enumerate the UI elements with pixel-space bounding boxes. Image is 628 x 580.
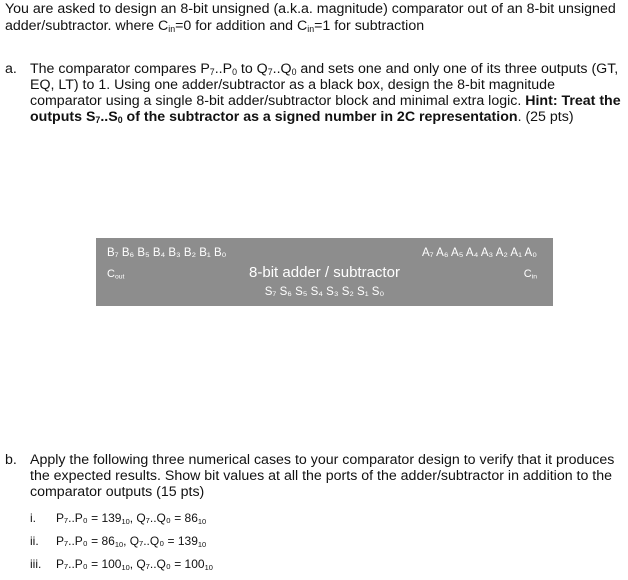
hint-t3: of the subtractor as a signed number in 2C representation [122, 109, 518, 125]
adder-subtractor-block [96, 238, 553, 306]
part-a-s3: 7 [267, 67, 273, 78]
part-a-t2: ..P [214, 61, 233, 77]
intro-cin-sub-2: in [307, 24, 315, 35]
part-a-s2: 0 [232, 67, 237, 78]
intro-text-1: You are asked to design an 8-bit unsigned (a.k.a. magnitude) comparator out of an 8-bit unsigned adder/subtractor. where C [5, 1, 616, 34]
case-q-base: 10 [197, 516, 207, 526]
cin-main: C [523, 268, 532, 280]
case-p-value: P₇..P₀ = 86 [56, 534, 115, 548]
intro-text-3: =1 for subtraction [314, 18, 425, 34]
s-outputs-label: S₇ S₆ S₅ S₄ S₃ S₂ S₁ S₀ [264, 286, 385, 298]
b-inputs-label: B₇ B₆ B₅ B₄ B₃ B₂ B₁ B₀ [107, 247, 227, 259]
part-b-marker: b. [5, 452, 17, 468]
hint-s1: 7 [95, 115, 101, 126]
part-b [5, 452, 625, 500]
intro-cin-sub-1: in [168, 24, 176, 35]
case-q-value: , Q₇..Q₀ = 86 [129, 511, 198, 525]
case-p-base: 10 [121, 516, 130, 526]
case-number: i. [30, 511, 36, 525]
hint-t2: ..S [100, 109, 118, 125]
cin-sub: in [531, 273, 537, 281]
hint-t1: Hint: Treat the outputs S [30, 93, 621, 125]
case-p-value: P₇..P₀ = 100 [56, 557, 122, 571]
part-a-text [30, 61, 625, 125]
case-number: ii. [30, 534, 39, 548]
part-a-s1: 7 [209, 67, 215, 78]
part-a-t6: . (25 pts) [517, 109, 574, 125]
hint-s2: 0 [117, 115, 123, 126]
case-number: iii. [30, 557, 42, 571]
block-title: 8-bit adder / subtractor [249, 264, 400, 281]
case-p-base: 10 [114, 539, 124, 549]
intro-text-2: =0 for addition and C [175, 18, 308, 34]
case-p-base: 10 [121, 562, 130, 572]
part-a-s4: 0 [291, 67, 297, 78]
case-q-base: 10 [204, 562, 213, 572]
part-a-marker: a. [5, 61, 17, 77]
part-a-t4: ..Q [272, 61, 292, 77]
cout-main: C [107, 268, 115, 280]
test-case-1 [30, 511, 206, 525]
test-case-2 [30, 534, 206, 548]
test-case-3 [30, 557, 213, 571]
part-a-t5: and sets one and only one of its three outputs (GT, EQ, LT) to 1. Using one adder/subtractor as a black box, design the 8-bit magnitude comparator using a single 8-bit adder/subtractor block and minimal extra logic. [30, 61, 619, 109]
intro-paragraph [5, 1, 623, 35]
case-p-value: P₇..P₀ = 139 [56, 511, 122, 525]
part-a-t1: The comparator compares P [30, 61, 210, 77]
case-q-base: 10 [197, 539, 207, 549]
part-a [5, 61, 625, 125]
part-b-text: Apply the following three numerical cases to your comparator design to verify that it produces the expected results. Show bit values at all the ports of the adder/subtractor in addition to the comparator outputs (15 pts) [30, 452, 615, 500]
a-inputs-label: A₇ A₆ A₅ A₄ A₃ A₂ A₁ A₀ [421, 247, 537, 259]
case-q-value: , Q₇..Q₀ = 139 [123, 534, 198, 548]
case-q-value: , Q₇..Q₀ = 100 [129, 557, 205, 571]
part-a-t3: to Q [236, 61, 268, 77]
cout-sub: out [114, 273, 125, 281]
